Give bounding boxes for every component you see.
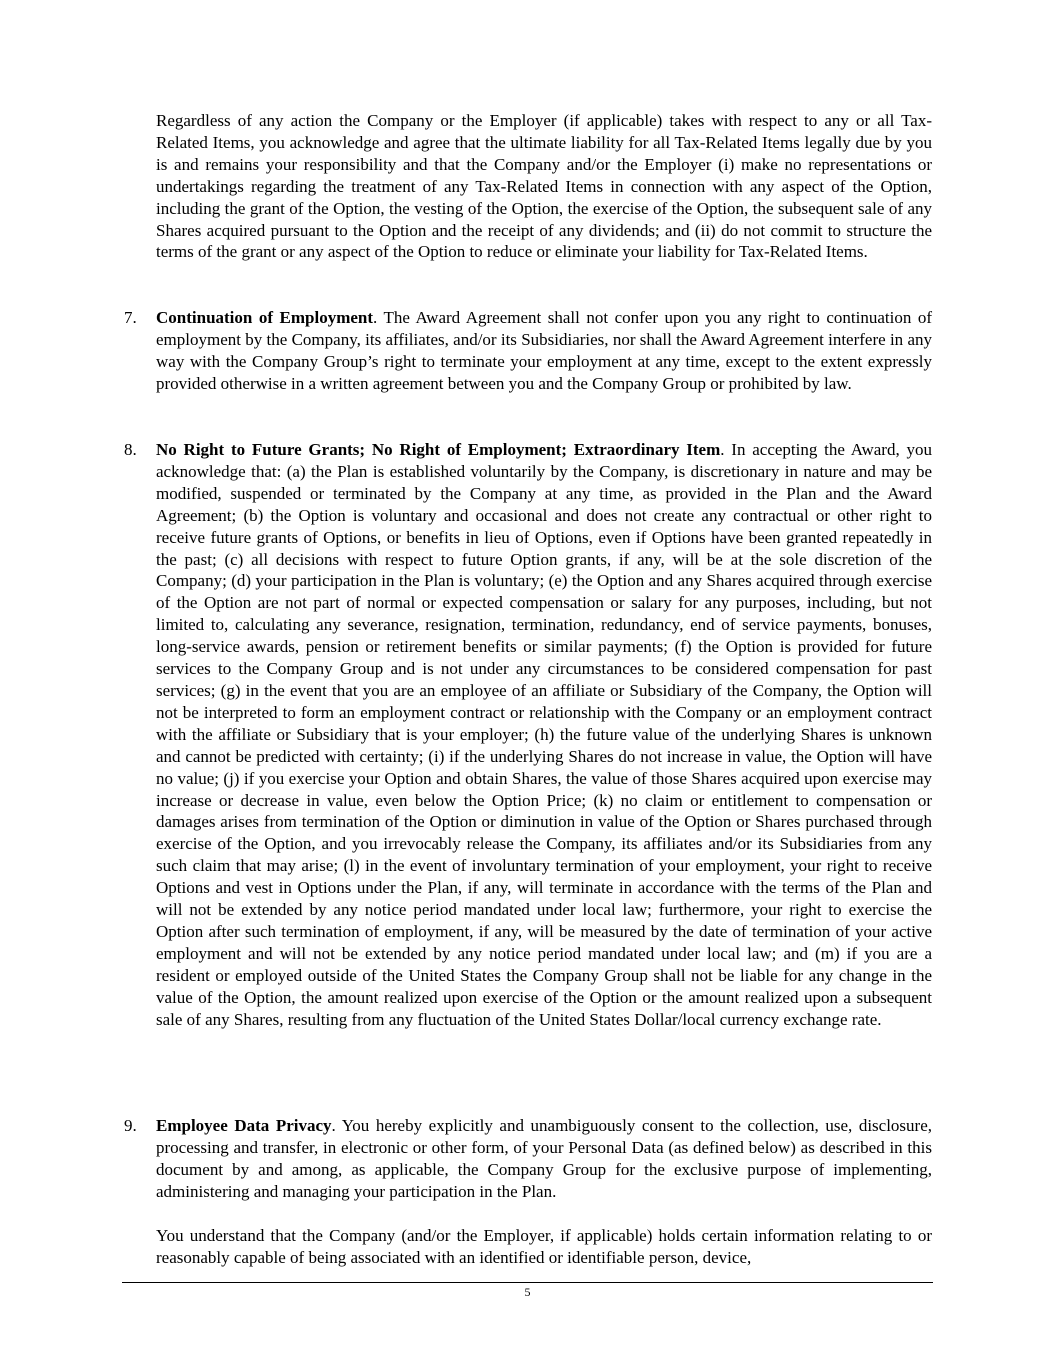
section-8-body: . In accepting the Award, you acknowledge that: (a) the Plan is established voluntarily by the Company, is discretionary in nature and may be modified, suspended or terminated by the Company at any time, as provided in the Plan and the Award Agreement; (b) the Option is voluntary and occasional and does not create any contractual or other right to receive future grants of Options, or benefits in lieu of Options, even if Options have been granted repeatedly in the past; (c) all decisions with respect to future Option grants, if any, will be at the sole discretion of the Company; (d) your participation in the Plan is voluntary; (e) the Option and any Shares acquired through exercise of the Option are not part of normal or expected compensation or salary for any purposes, including, but not limited to, calculating any severance, resignation, termination, redundancy, end of service payments, bonuses, long-service awards, pension or retirement benefits or similar payments; (f) the Option is provided for future services to the Company Group and is not under any circumstances to be considered compensation for past services; (g) in the event that you are an employee of an affiliate or Subsidiary of the Company, the Option will not be interpreted to form an employment contract or relationship with the Company or an employment contract with the affiliate or Subsidiary that is your employer; (h) the future value of the underlying Shares is unknown and cannot be predicted with certainty; (i) if the underlying Shares do not increase in value, the Option will have no value; (j) if you exercise your Option and obtain Shares, the value of those Shares acquired upon exercise may increase or decrease in value, even below the Option Price; (k) no claim or entitlement to compensation or damages arises from termination of the Option or diminution in value of the Option or Shares purchased through exercise of the Option, and you irrevocably release the Company, its affiliates and/or its Subsidiaries from any such claim that may arise; (l) in the event of involuntary termination of your employment, your right to receive Options and vest in Options under the Plan, if any, will terminate in accordance with the terms of the Plan and will not be extended by any notice period mandated under local law; furthermore, your right to exercise the Option after such termination of employment, if any, will be measured by the date of termination of your active employment and will not be extended by any notice period mandated under local law; and (m) if you are a resident or employed outside of the United States the Company Group shall not be liable for any change in the value of the Option, the amount realized upon exercise of the Option or the amount realized upon a subsequent sale of any Shares, resulting from any fluctuation of the United States Dollar/local currency exchange rate. — [156, 440, 933, 1029]
page-number: 5 — [524, 1285, 531, 1299]
footer-divider — [122, 1282, 933, 1283]
section-7-number: 7. — [124, 308, 137, 327]
section-9-number: 9. — [124, 1116, 137, 1135]
section-7-heading: Continuation of Employment — [156, 308, 374, 327]
section-9-body: . You hereby explicitly and unambiguously consent to the collection, use, disclosure, processing and transfer, in electronic or other form, of your Personal Data (as defined below) as described in this document by and among, as applicable, the Company Group for the exclusive purpose of implementing, administering and managing your participation in the Plan. — [156, 1116, 932, 1201]
section-7-body: . The Award Agreement shall not confer upon you any right to continuation of employment by the Company, its affiliates, and/or its Subsidiaries, nor shall the Award Agreement interfere in any way with the Company Group’s right to terminate your employment at any time, except to the extent expressly provided otherwise in a written agreement between you and the Company Group or prohibited by law. — [156, 308, 932, 393]
section-7-paragraph — [156, 307, 932, 395]
section-9-paragraph — [156, 1115, 932, 1203]
section-9-heading: Employee Data Privacy — [156, 1116, 332, 1135]
section-8-number: 8. — [124, 440, 137, 459]
section-8-heading: No Right to Future Grants; No Right of Employment; Extraordinary Item — [156, 440, 721, 459]
section-8-paragraph — [156, 439, 932, 1030]
tax-related-items-paragraph: Regardless of any action the Company or the Employer (if applicable) takes with respect to any or all Tax-Related Items, you acknowledge and agree that the ultimate liability for all Tax-Related Items legally due by you is and remains your responsibility and that the Company and/or the Employer (i) make no representations or undertakings regarding the treatment of any Tax-Related Items in connection with any aspect of the Option, including the grant of the Option, the vesting of the Option, the exercise of the Option, the subsequent sale of any Shares acquired pursuant to the Option and the receipt of any dividends; and (ii) do not commit to structure the terms of the grant or any aspect of the Option to reduce or eliminate your liability for Tax-Related Items. — [156, 111, 932, 262]
personal-data-paragraph: You understand that the Company (and/or the Employer, if applicable) holds certain information relating to or reasonably capable of being associated with an identified or identifiable person, device, — [156, 1226, 932, 1267]
